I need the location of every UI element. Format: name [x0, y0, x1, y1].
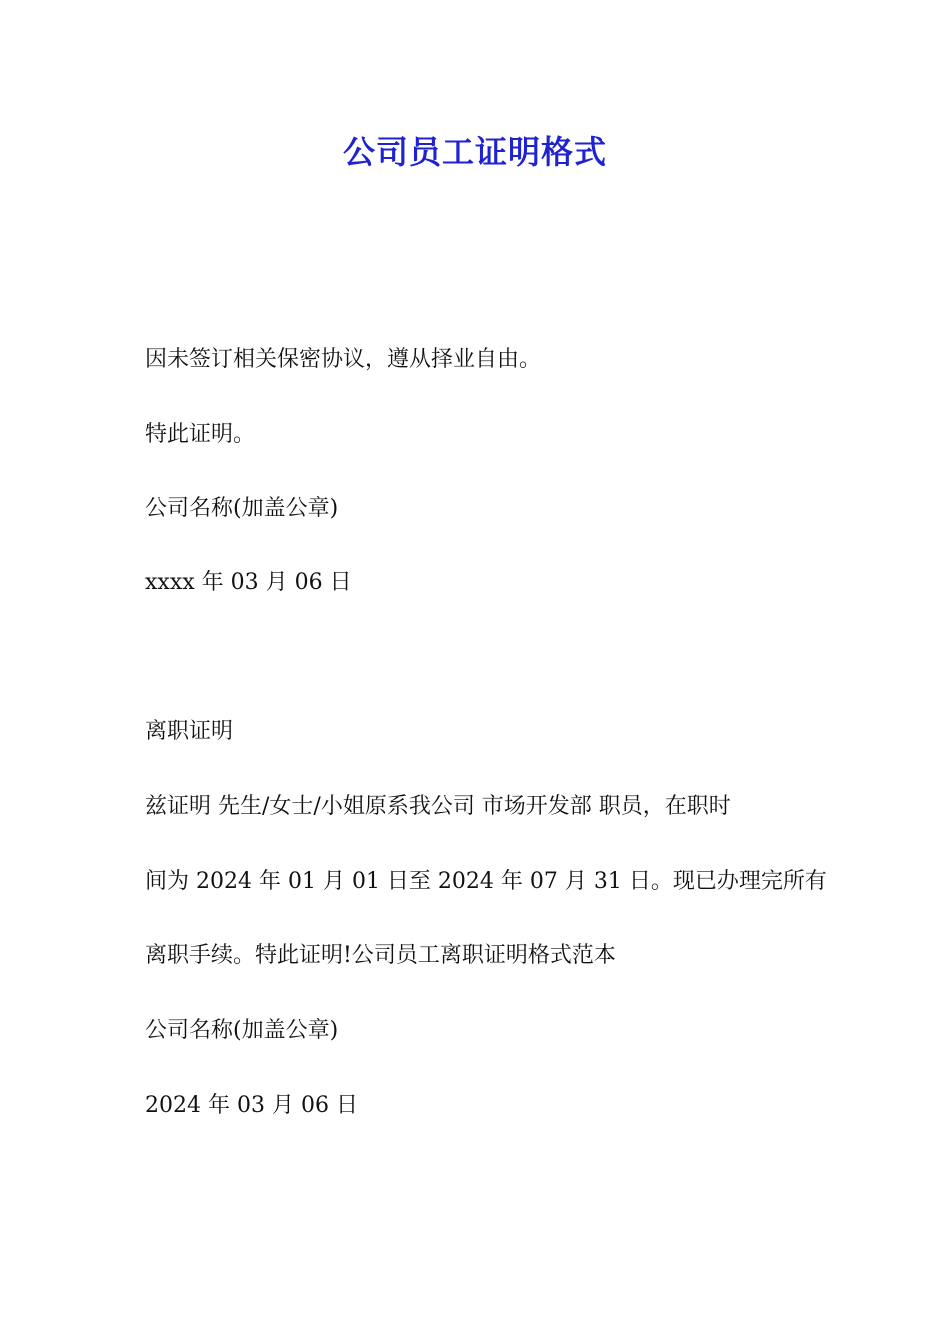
- text-line-date-2: 2024 年 03 月 06 日: [145, 1093, 358, 1118]
- text-line-company-seal-2: 公司名称(加盖公章): [145, 1018, 339, 1043]
- page-title: 公司员工证明格式: [342, 133, 607, 171]
- text-line-resignation-2: 间为 2024 年 01 月 01 日至 2024 年 07 月 31 日。现已办理完所有: [145, 869, 827, 894]
- text-line-company-seal: 公司名称(加盖公章): [145, 496, 339, 521]
- text-line-resignation-1: 兹证明 先生/女士/小姐原系我公司 市场开发部 职员，在职时: [145, 794, 731, 819]
- text-line-resignation-3: 离职手续。特此证明!公司员工离职证明格式范本: [145, 943, 616, 968]
- text-line-certify: 特此证明。: [145, 422, 256, 447]
- text-line-date: xxxx 年 03 月 06 日: [145, 570, 352, 595]
- text-line-confidentiality: 因未签订相关保密协议，遵从择业自由。: [145, 347, 542, 372]
- section-heading-resignation: 离职证明: [145, 719, 234, 744]
